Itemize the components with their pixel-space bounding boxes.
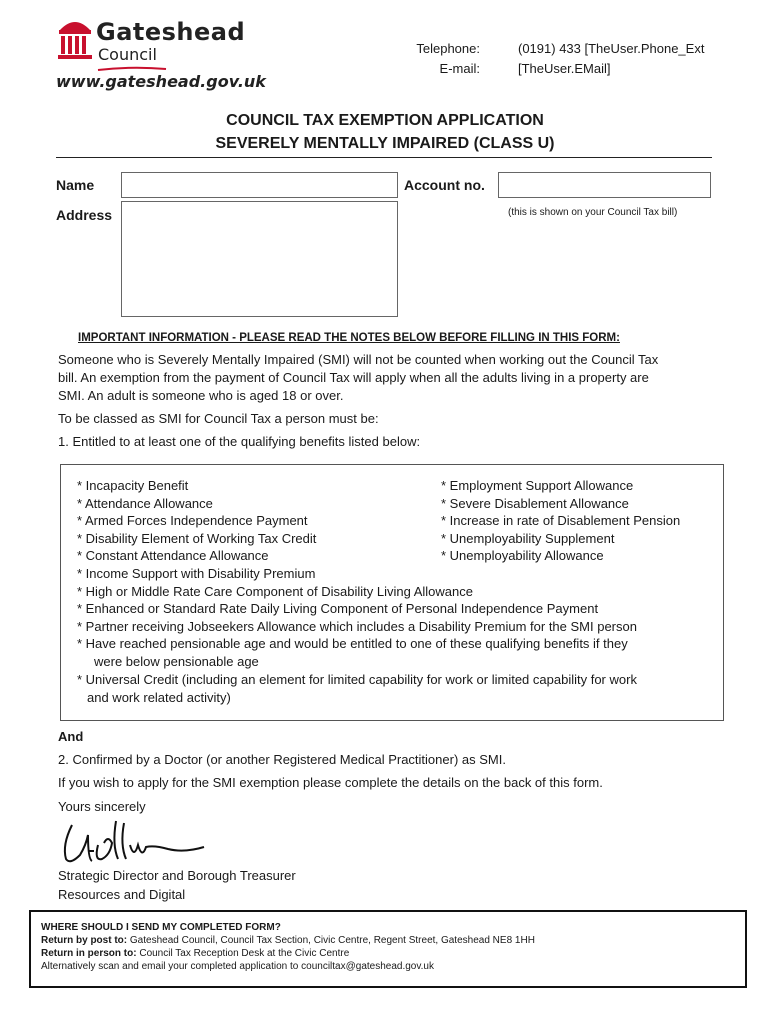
benefit-item: * Disability Element of Working Tax Credit [77,530,317,546]
return-by-email: Alternatively scan and email your completed application to counciltax@gateshead.gov.uk [41,961,434,972]
benefit-item: * Universal Credit (including an element for limited capability for work or limited capability for work [77,672,637,687]
logo-subtitle: Council [98,45,157,64]
email-label: E-mail: [439,61,480,76]
signer-title: Strategic Director and Borough Treasurer [58,868,296,883]
form-title-line1: COUNCIL TAX EXEMPTION APPLICATION [226,112,544,129]
info-paragraph-3: 1. Entitled to at least one of the qualifying benefits listed below: [58,434,421,449]
benefit-item: * Attendance Allowance [77,495,213,511]
benefit-item: * Increase in rate of Disablement Pension [441,513,681,529]
signature [58,815,208,872]
benefit-item-continued: and work related activity) [87,689,231,705]
benefit-item-continued: were below pensionable age [94,654,259,669]
benefit-item: * Income Support with Disability Premium [77,566,316,581]
form-title-line2: SEVERELY MENTALLY IMPAIRED (CLASS U) [215,135,555,152]
info-p1-line2: bill. An exemption from the payment of Council Tax will apply when all the adults living in a property are [58,370,649,385]
address-label: Address [56,207,113,223]
email-value: [TheUser.EMail] [518,61,611,76]
point-2: 2. Confirmed by a Doctor (or another Registered Medical Practitioner) as SMI. [58,752,506,767]
account-number-field[interactable] [498,172,711,198]
contact-details [380,39,770,83]
benefit-item: * Have reached pensionable age and would be entitled to one of these qualifying benefits if they [77,636,628,652]
info-p1-line3: SMI. An adult is someone who is aged 18 or over. [58,388,344,403]
return-by-post-address: Gateshead Council, Council Tax Section, Civic Centre, Regent Street, Gateshead NE8 1HH [127,935,535,946]
apply-instruction: If you wish to apply for the SMI exemption please complete the details on the back of this form. [58,775,603,790]
return-heading: WHERE SHOULD I SEND MY COMPLETED FORM? [41,922,281,933]
title-divider [56,157,712,158]
benefit-item: * Unemployability Allowance [441,548,604,564]
account-label: Account no. [404,177,485,193]
benefit-item: * Enhanced or Standard Rate Daily Living Component of Personal Independence Payment [77,601,599,617]
signer-department: Resources and Digital [58,887,186,902]
qualifying-benefits-box [60,464,724,721]
benefit-item: * High or Middle Rate Care Component of Disability Living Allowance [77,583,473,599]
name-label: Name [56,177,95,193]
council-logo [56,16,96,66]
return-by-post-label: Return by post to: [41,935,128,946]
info-paragraph-1 [58,351,724,405]
telephone-label: Telephone: [416,41,480,56]
benefit-item: * Armed Forces Independence Payment [77,513,308,529]
benefit-item: * Constant Attendance Allowance [77,548,269,564]
info-p1-line1: Someone who is Severely Mentally Impaired (SMI) will not be counted when working out the Council Tax [58,352,659,367]
name-field[interactable] [121,172,398,198]
account-note: (this is shown on your Council Tax bill) [508,207,678,218]
yours-sincerely: Yours sincerely [58,799,146,814]
info-paragraph-2: To be classed as SMI for Council Tax a person must be: [58,411,379,426]
logo-title: Gateshead [96,18,246,46]
benefit-item: * Unemployability Supplement [441,530,615,546]
telephone-value: (0191) 433 [TheUser.Phone_Ext [518,41,705,56]
website-url: www.gateshead.gov.uk [56,72,266,91]
council-crest-icon [56,16,94,62]
and-label: And [58,729,84,744]
return-in-person-location: Council Tax Reception Desk at the Civic Centre [136,948,350,959]
benefit-item: * Severe Disablement Allowance [441,495,629,511]
return-in-person-label: Return in person to: [41,948,137,959]
return-instructions-box [29,910,747,988]
return-by-post [41,935,535,947]
benefit-item: * Partner receiving Jobseekers Allowance which includes a Disability Premium for the SMI person [77,618,637,634]
benefit-item: * Incapacity Benefit [77,478,189,493]
benefit-item: * Employment Support Allowance [441,478,634,493]
address-field[interactable] [121,201,398,317]
important-info-heading: IMPORTANT INFORMATION - PLEASE READ THE NOTES BELOW BEFORE FILLING IN THIS FORM: [78,332,620,344]
return-in-person [41,948,349,960]
